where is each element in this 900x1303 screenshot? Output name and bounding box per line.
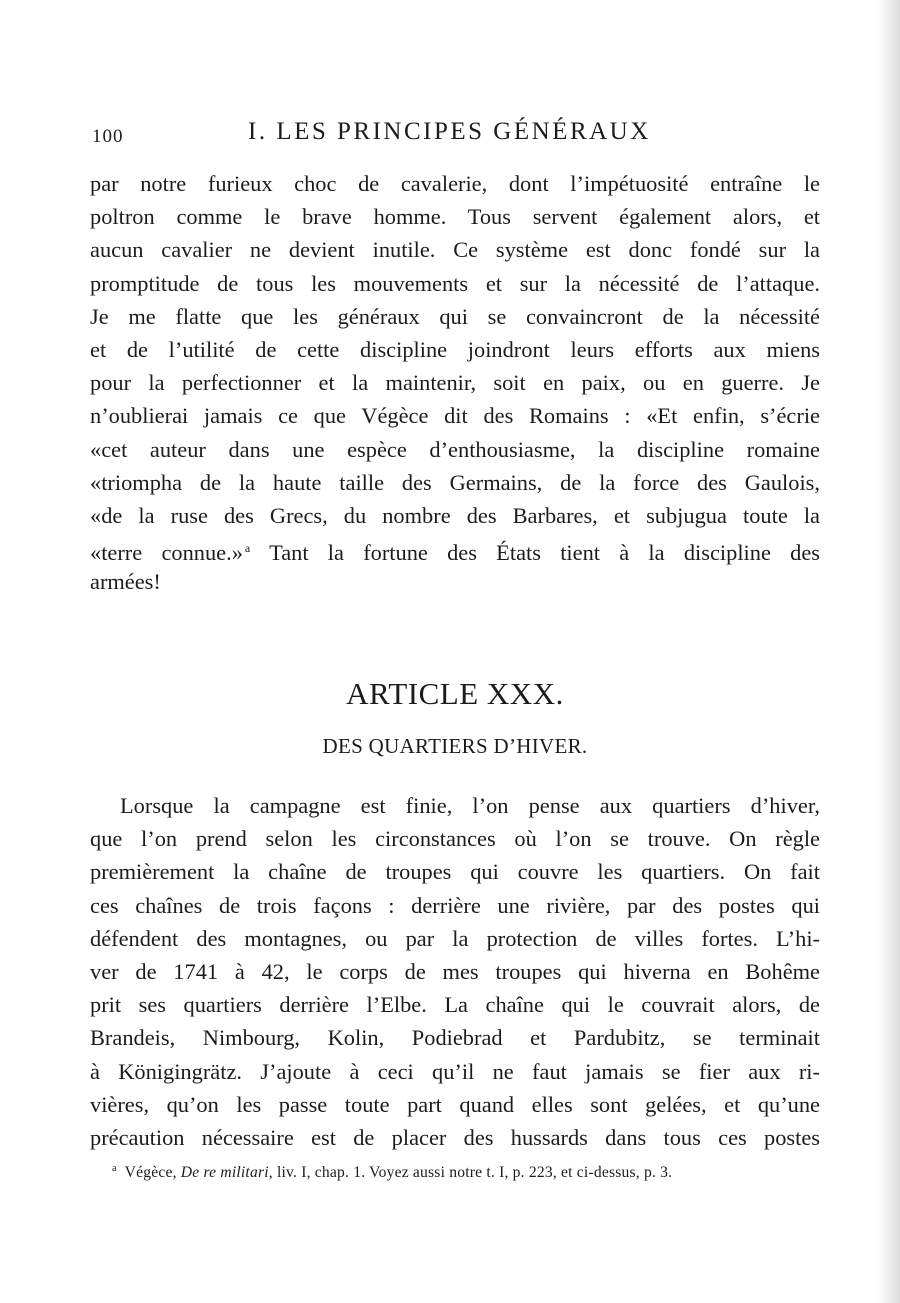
paragraph-2 [90, 789, 820, 1154]
running-head [92, 118, 826, 154]
article-subtitle: DES QUARTIERS D’HIVER. [322, 734, 588, 758]
text-line: prit ses quartiers derrière l’Elbe. La chaîne qui le couvrait alors, de [90, 992, 820, 1018]
text-line: Je me flatte que les généraux qui se convaincront de la nécessité [90, 303, 820, 329]
text-line: pour la perfectionner et la maintenir, soit en paix, ou en guerre. Je [90, 370, 820, 396]
footnote [112, 1163, 812, 1182]
text-line-first: Lorsque la campagne est finie, l’on pense aux quartiers d’hiver, [120, 793, 820, 818]
text-line: ver de 1741 à 42, le corps de mes troupes qui hiverna en Bohême [90, 958, 820, 984]
paragraph-1 [90, 167, 820, 598]
text-line: premièrement la chaîne de troupes qui couvre les quartiers. On fait [90, 859, 820, 885]
running-head-title: I. LES PRINCIPES GÉNÉRAUX [248, 118, 651, 145]
text-after-ref: Tant la fortune des États tient à la discipline des [250, 540, 820, 566]
text-line: armées! [90, 569, 161, 595]
footnote-work-title: De re militari, [180, 1164, 273, 1181]
footnote-ref[interactable]: a [244, 541, 251, 556]
text-line: aucun cavalier ne devient inutile. Ce système est donc fondé sur la [90, 237, 820, 263]
text-line: vières, qu’on les passe toute part quand elles sont gelées, et qu’une [90, 1091, 820, 1117]
text-line: et de l’utilité de cette discipline joindront leurs efforts aux miens [90, 336, 820, 362]
footnote-citation: liv. I, chap. 1. Voyez aussi notre t. I, p. 223, et ci-dessus, p. 3. [272, 1164, 673, 1181]
text-line: à Königingrätz. J’ajoute à ceci qu’il ne faut jamais se fier aux ri- [90, 1058, 820, 1084]
text-line: poltron comme le brave homme. Tous servent également alors, et [90, 204, 820, 230]
footnote-author: Végèce, [124, 1164, 181, 1181]
page-number: 100 [92, 126, 124, 147]
text-line: par notre furieux choc de cavalerie, dont l’impétuosité entraîne le [90, 171, 820, 196]
text-line-with-footnote-ref [90, 532, 820, 565]
text-line: n’oublierai jamais ce que Végèce dit des Romains : «Et enfin, s’écrie [90, 403, 820, 429]
text-line: «de la ruse des Grecs, du nombre des Barbares, et subjugua toute la [90, 502, 820, 528]
text-line: promptitude de tous les mouvements et sur la nécessité de l’attaque. [90, 270, 820, 296]
text-line: Brandeis, Nimbourg, Kolin, Podiebrad et Pardubitz, se terminait [90, 1025, 820, 1051]
quote-end-text: «terre connue.» [90, 540, 243, 566]
page-edge-shadow [878, 0, 900, 1303]
article-title: ARTICLE XXX. [346, 676, 564, 711]
text-line: que l’on prend selon les circonstances où l’on se trouve. On règle [90, 826, 820, 852]
text-line: «cet auteur dans une espèce d’enthousiasme, la discipline romaine [90, 436, 820, 462]
text-line: «triompha de la haute taille des Germains, de la force des Gaulois, [90, 469, 820, 495]
footnote-mark: a [112, 1163, 117, 1174]
text-line: ces chaînes de trois façons : derrière une rivière, par des postes qui [90, 892, 820, 918]
text-line: défendent des montagnes, ou par la protection de villes fortes. L’hi- [90, 925, 820, 951]
text-line: précaution nécessaire est de placer des hussards dans tous ces postes [90, 1124, 820, 1150]
